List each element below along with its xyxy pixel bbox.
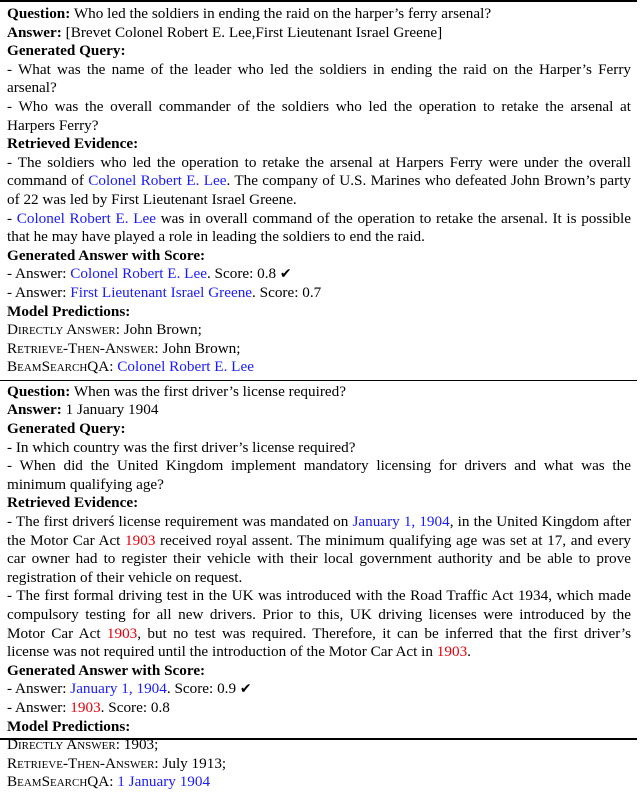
evidence-text: - The soldiers who led the operation to retake the arsenal at Harpers Ferry were under the overall command of [7,153,631,190]
prediction-text: : [109,773,118,791]
question-text: Who led the soldiers in ending the raid on the harper’s ferry arsenal? [73,5,492,22]
section-divider [0,380,637,381]
prediction-text: : John Brown; [154,339,241,357]
evidence-item [7,154,631,210]
evidence-item [7,210,631,247]
model-name: Retrieve-Then-Answer [7,754,155,772]
prediction-item [7,755,631,774]
prediction-text: : July 1913; [154,754,227,772]
prediction-text: : 1903; [115,736,159,754]
prediction-item [7,773,631,792]
query-item: - When did the United Kingdom implement mandatory licensing for drivers and what was the minimum qualifying age? [7,457,631,493]
model-predictions-heading: Model Predictions: [7,302,131,320]
evidence-highlight-wrong: 1903 [106,624,138,642]
model-name: BeamSearchQA [7,773,110,791]
prediction-item [7,736,631,755]
generated-answer-highlight: Colonel Robert E. Lee [70,265,207,283]
prediction-item [7,358,631,377]
generated-query-heading: Generated Query: [7,42,126,60]
generated-answer-highlight-wrong: 1903 [70,698,101,716]
answer-label: Answer: [7,401,62,419]
evidence-highlight-wrong: 1903 [436,643,468,661]
retrieved-evidence-heading: Retrieved Evidence: [7,135,139,153]
evidence-text: received royal assent. The minimum qualifying age was set at 17, and every car owner had to register their vehicle with their local government authority and be able to prove registration of their vehicle on request. [7,531,632,586]
answer-line [7,401,631,420]
evidence-highlight-wrong: 1903 [125,531,156,549]
generated-answer-item [7,284,631,303]
generated-answer-prefix: - Answer: [7,265,71,283]
generated-answer-item [7,265,631,284]
generated-answer-score: . Score: 0.7 [252,283,322,301]
model-name: Retrieve-Then-Answer [7,339,155,357]
generated-answer-prefix: - Answer: [7,283,71,301]
prediction-text: : [109,358,118,376]
evidence-text: , in the United Kingdom after the Motor Car Act [7,513,631,549]
evidence-text: - The first driverś license requirement was mandated on [7,513,353,531]
generated-answer-score: . Score: 0.9 [166,680,237,698]
checkmark-icon: ✔ [239,681,252,698]
evidence-text: . [467,643,471,661]
prediction-highlight: Colonel Robert E. Lee [117,358,254,376]
generated-answer-heading: Generated Answer with Score: [7,246,206,264]
evidence-text: - [7,209,17,227]
model-name: Directly Answer [7,321,116,339]
prediction-item [7,321,631,340]
answer-line [7,24,631,43]
generated-answer-score: . Score: 0.8 [100,698,170,716]
prediction-text: : John Brown; [115,321,202,339]
evidence-highlight: January 1, 1904 [352,513,450,531]
generated-answer-heading: Generated Answer with Score: [7,661,206,679]
evidence-item [7,513,631,587]
model-predictions-heading: Model Predictions: [7,717,131,735]
answer-text: 1 January 1904 [65,401,159,419]
question-label: Question: [7,382,71,400]
query-item: - In which country was the first driver’s license required? [7,438,356,456]
model-name: BeamSearchQA [7,358,110,376]
prediction-highlight: 1 January 1904 [117,773,211,791]
question-line [7,5,631,24]
question-label: Question: [7,5,71,22]
prediction-item [7,340,631,359]
model-name: Directly Answer [7,736,116,754]
generated-answer-prefix: - Answer: [7,680,71,698]
evidence-text: - The first formal driving test in the UK was introduced with the Road Traffic Act 1934, which made compulsory testing for all new drivers. Prior to this, UK driving licenses were introduced by the Motor Car Act [7,587,631,642]
evidence-text: , but no test was required. Therefore, it can be inferred that the first driver’s license was not required until the introduction of the Motor Car Act in [7,624,631,661]
evidence-item [7,587,631,661]
generated-answer-score: . Score: 0.8 [206,265,277,283]
generated-answer-highlight: First Lieutenant Israel Greene [70,283,253,301]
question-line [7,383,631,402]
generated-answer-item [7,680,631,699]
example-2 [0,383,637,792]
evidence-highlight: Colonel Robert E. Lee [88,172,227,190]
answer-label: Answer: [7,23,62,41]
query-item: - What was the name of the leader who led the soldiers in ending the raid on the Harper’s Ferry arsenal? [7,60,631,97]
generated-answer-prefix: - Answer: [7,698,71,716]
example-1 [0,2,637,377]
evidence-text: was in overall command of the operation to retake the arsenal. It is possible that he may have played a role in leading the soldiers to end the raid. [7,209,631,246]
evidence-highlight: Colonel Robert E. Lee [16,209,157,227]
retrieved-evidence-heading: Retrieved Evidence: [7,494,139,512]
query-item: - Who was the overall commander of the soldiers who led the operation to retake the arsenal at Harpers Ferry? [7,97,631,134]
generated-answer-item [7,699,631,718]
evidence-text: . The company of U.S. Marines who defeated John Brown’s party of 22 was led by First Lieutenant Israel Greene. [7,172,632,208]
generated-query-heading: Generated Query: [7,420,126,438]
checkmark-icon: ✔ [279,266,292,283]
generated-answer-highlight: January 1, 1904 [70,680,167,698]
answer-text: [Brevet Colonel Robert E. Lee,First Lieutenant Israel Greene] [65,23,443,41]
question-text: When was the first driver’s license required? [73,382,346,400]
